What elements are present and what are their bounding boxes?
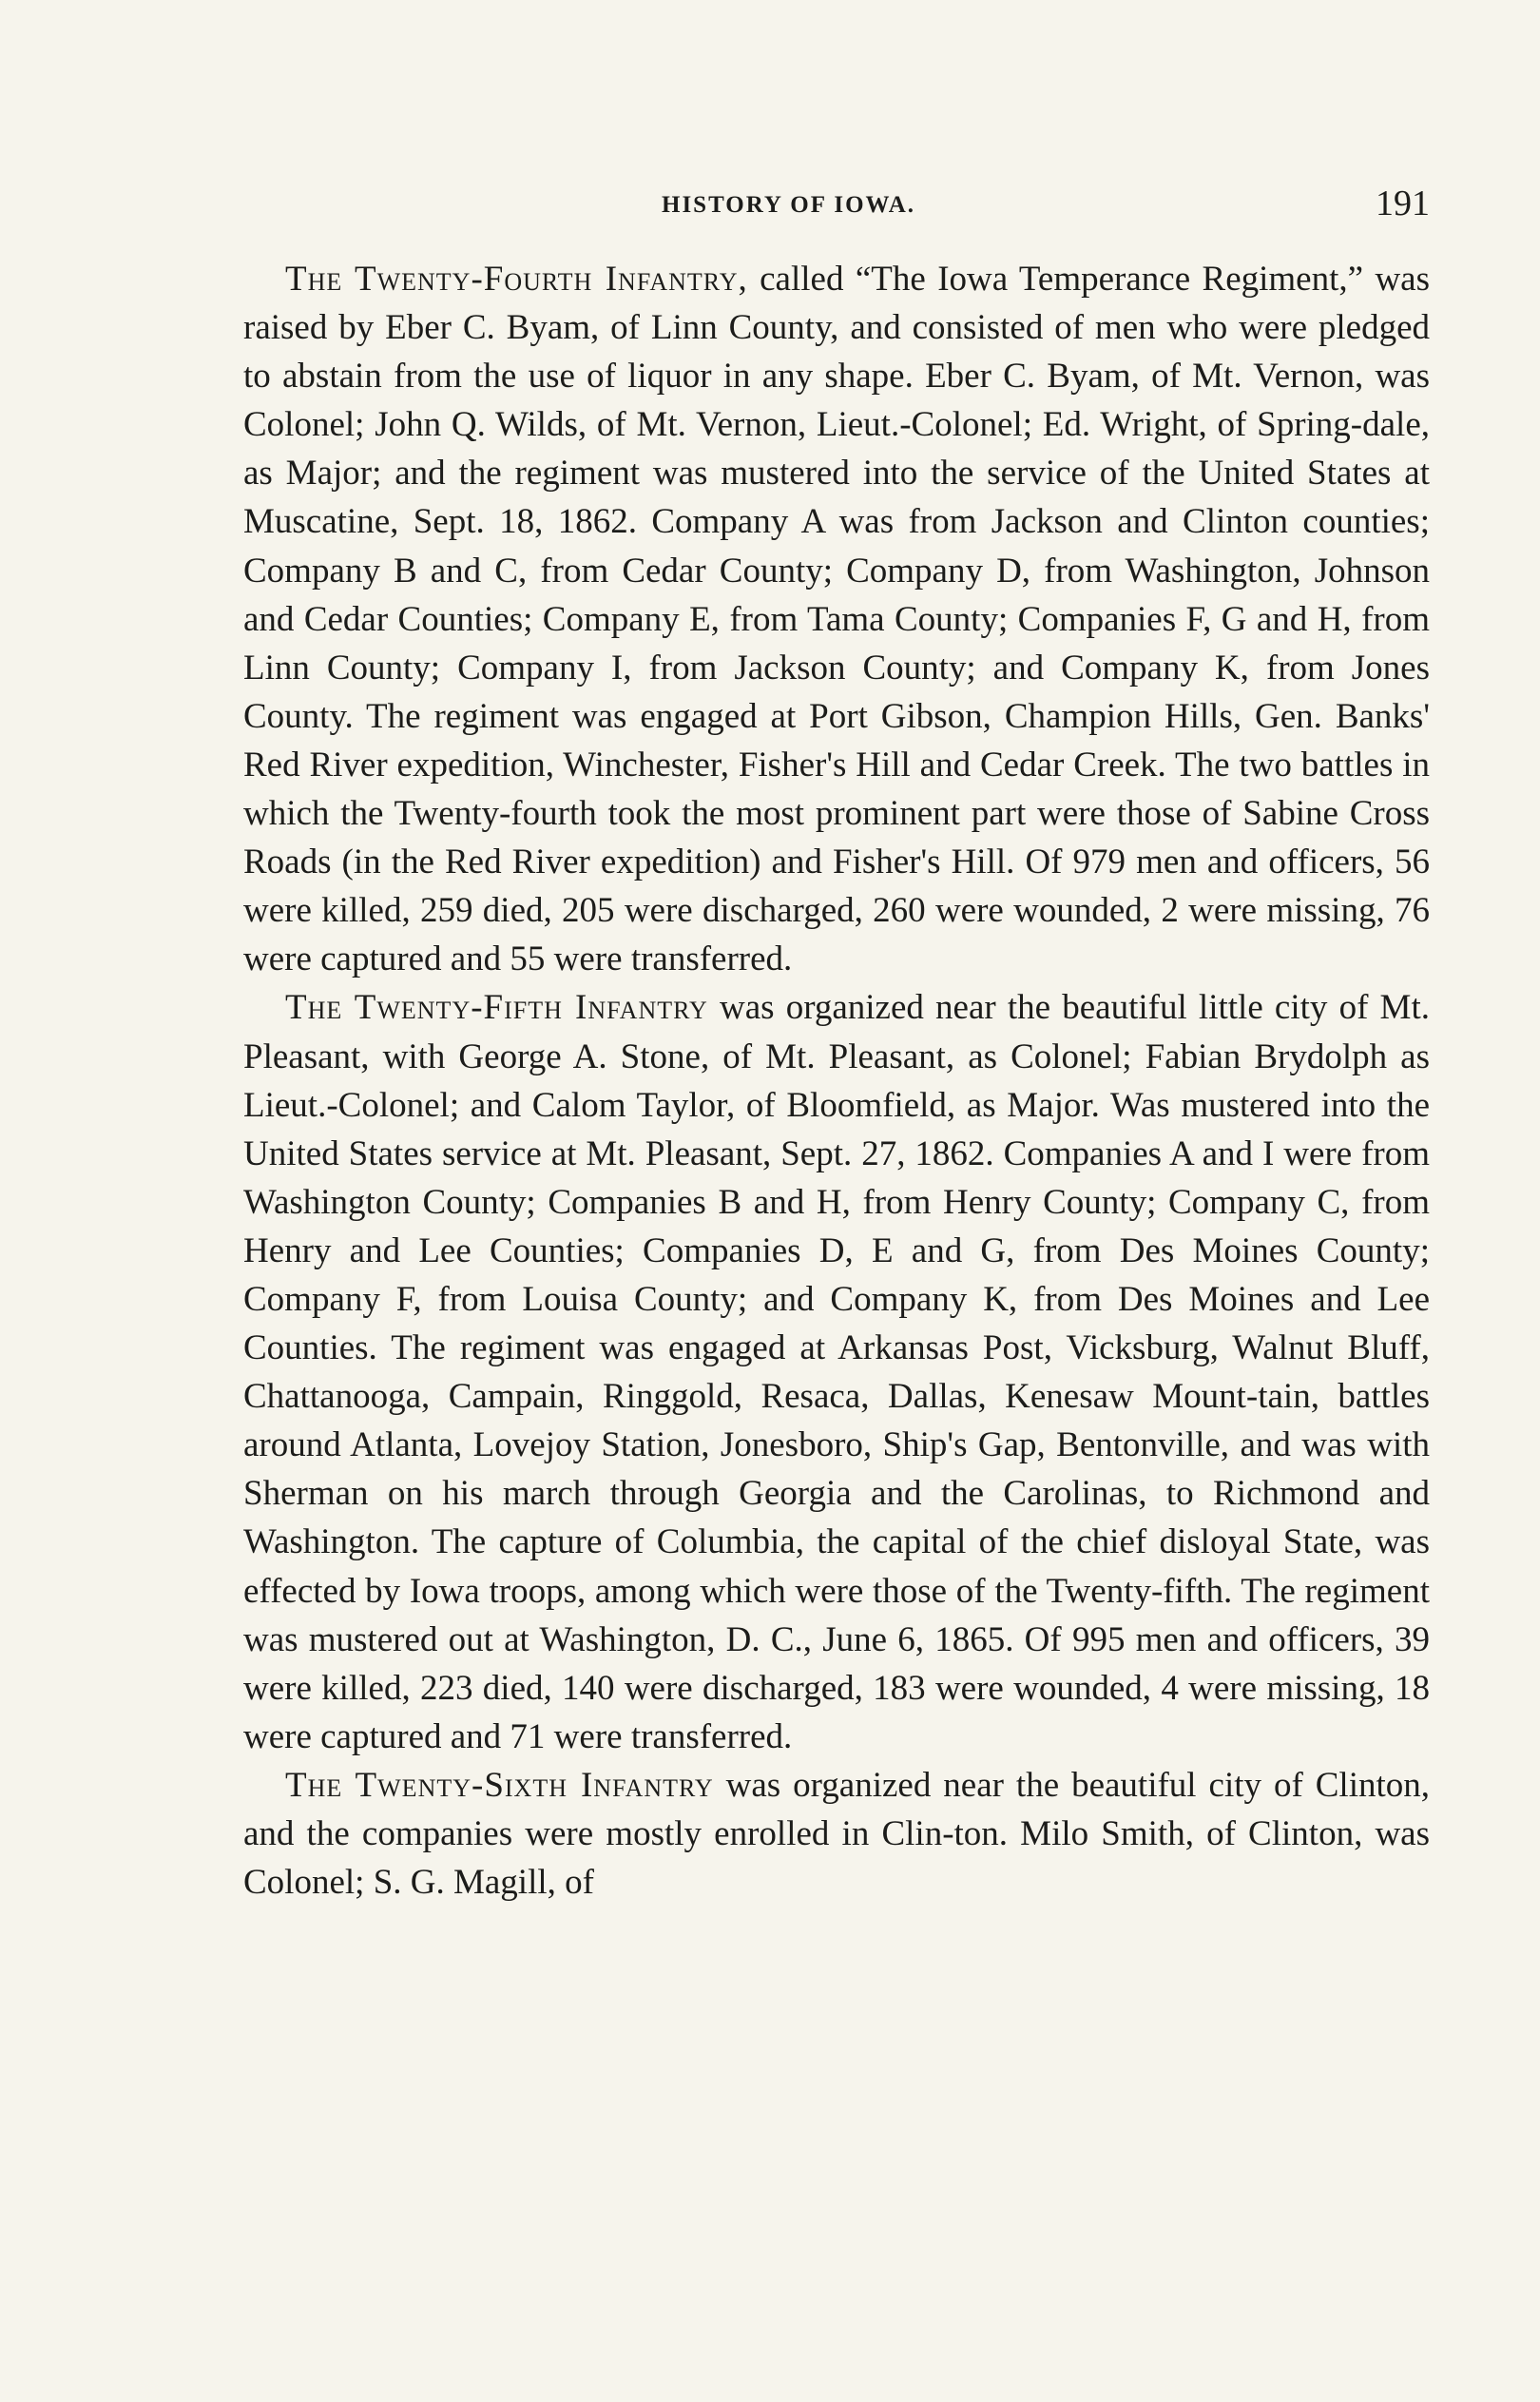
regiment-heading: The Twenty-Sixth Infantry [285,1765,714,1805]
page-header [243,183,1430,230]
regiment-heading: The Twenty-Fourth Infantry, [285,260,748,299]
running-title: HISTORY OF IOWA. [662,192,916,218]
paragraph-twenty-fifth-infantry [243,983,1430,1761]
paragraph-twenty-sixth-infantry [243,1761,1430,1907]
regiment-heading: The Twenty-Fifth Infantry [285,988,708,1028]
paragraph-twenty-fourth-infantry [243,255,1430,983]
body-text [243,255,1430,1907]
page-number: 191 [1376,184,1430,223]
paragraph-text: was organized near the beautiful city of Clinton, and the companies were mostly enrolled in Clin-ton. Milo Smith, of Clinton, was Colonel; S. G. Magill, of [243,1765,1431,1903]
paragraph-text: was organized near the beautiful little city of Mt. Pleasant, with George A. Stone, of Mt. Pleasant, as Colonel; Fabian Brydolph as Lieut.-Colonel; and Calom Taylor, of Bloomfield, as Major. Was mustered into the United States service at Mt. Pleasant, Sept. 27, 1862. Companies A and I were from Washington County; Companies B and H, from Henry County; Company C, from Henry and Lee Counties; Companies D, E and G, from Des Moines County; Company F, from Louisa County; and Company K, from Des Moines and Lee Counties. The regiment was engaged at Arkansas Post, Vicksburg, Walnut Bluff, Chattanooga, Campain, Ringgold, Resaca, Dallas, Kenesaw Mount-tain, battles around Atlanta, Lovejoy Station, Jonesboro, Ship's Gap, Bentonville, and was with Sherman on his march through Georgia and the Carolinas, to Richmond and Washington. The capture of Columbia, the capital of the chief disloyal State, was effected by Iowa troops, among which were those of the Twenty-fifth. The regiment was mustered out at Washington, D. C., June 6, 1865. Of 995 men and officers, 39 were killed, 223 died, 140 were discharged, 183 were wounded, 4 were missing, 18 were captured and 71 were transferred. [243,988,1430,1756]
paragraph-text: called “The Iowa Temperance Regiment,” was raised by Eber C. Byam, of Linn County, and consisted of men who were pledged to abstain from the use of liquor in any shape. Eber C. Byam, of Mt. Vernon, was Colonel; John Q. Wilds, of Mt. Vernon, Lieut.-Colonel; Ed. Wright, of Spring-dale, as Major; and the regiment was mustered into the service of the United States at Muscatine, Sept. 18, 1862. Company A was from Jackson and Clinton counties; Company B and C, from Cedar County; Company D, from Washington, Johnson and Cedar Counties; Company E, from Tama County; Companies F, G and H, from Linn County; Company I, from Jackson County; and Company K, from Jones County. The regiment was engaged at Port Gibson, Champion Hills, Gen. Banks' Red River expedition, Winchester, Fisher's Hill and Cedar Creek. The two battles in which the Twenty-fourth took the most prominent part were those of Sabine Cross Roads (in the Red River expedition) and Fisher's Hill. Of 979 men and officers, 56 were killed, 259 died, 205 were discharged, 260 were wounded, 2 were missing, 76 were captured and 55 were transferred. [243,260,1430,979]
